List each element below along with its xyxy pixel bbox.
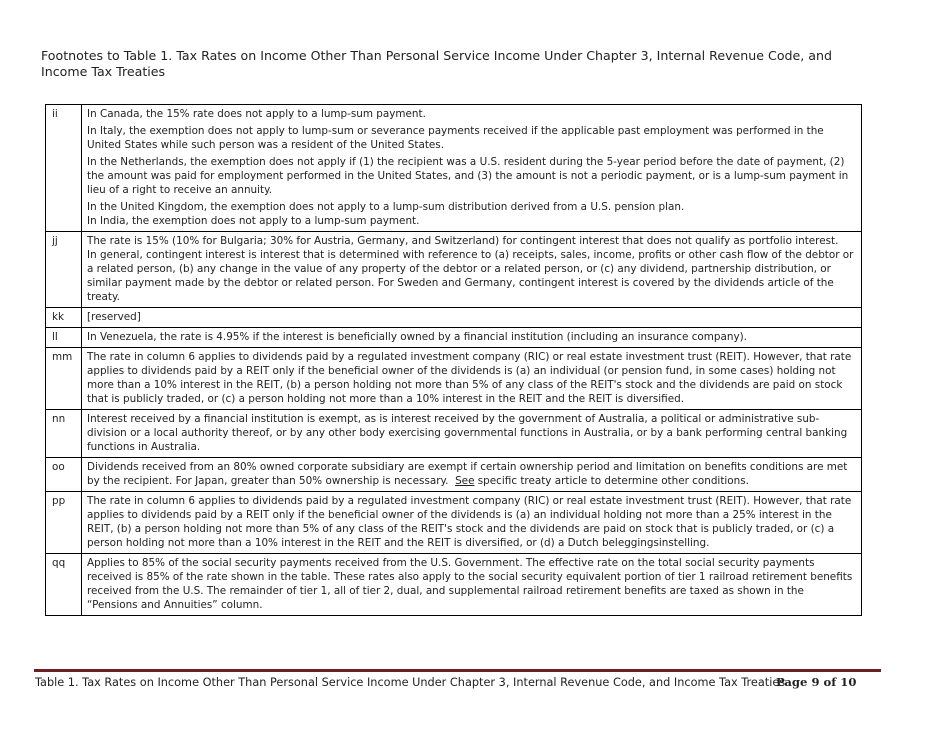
footnote-paragraph: In the Netherlands, the exemption does not apply if (1) the recipient was a U.S. resident during the 5-year period before the date of payment, (2) the amount was paid for employment performed in the United States, and (3) the amount is not a periodic payment, or is a lump-sum payment in lieu of a right to receive an annuity. bbox=[87, 156, 849, 196]
footnote-paragraph: In the United Kingdom, the exemption does not apply to a lump-sum distribution derived from a U.S. pension plan. bbox=[87, 201, 685, 213]
footnote-paragraph: In general, contingent interest is interest that is determined with reference to (a) receipts, sales, income, profits or other cash flow of the debtor or a related person, (b) any change in the value of any property of the debtor or a related person, or (c) any dividend, partnership distribution, or similar payment made by the debtor or related person. For Sweden and Germany, contingent interest is covered by the dividends article of the treaty. bbox=[87, 249, 854, 303]
footnote-paragraph: Applies to 85% of the social security payments received from the U.S. Government. The effective rate on the total social security payments received is 85% of the rate shown in the table. These rates also apply to the social security equivalent portion of tier 1 railroad retirement benefits received from the U.S. The remainder of tier 1, all of tier 2, dual, and supplemental railroad retirement benefits are taxed as shown in the “Pensions and Annuities” column. bbox=[87, 557, 853, 611]
footer-divider bbox=[34, 669, 881, 672]
footnote-paragraph: In India, the exemption does not apply to a lump-sum payment. bbox=[87, 215, 420, 227]
footnote-body bbox=[82, 328, 862, 348]
footnote-paragraph bbox=[87, 460, 856, 488]
footnote-paragraph: In Italy, the exemption does not apply to lump-sum or severance payments received if the applicable past employment was performed in the United States while such person was a resident of the United States. bbox=[87, 125, 824, 151]
footnote-key: ll bbox=[46, 328, 82, 348]
footnote-body bbox=[82, 554, 862, 616]
footnote-key: mm bbox=[46, 348, 82, 410]
footnote-key: pp bbox=[46, 492, 82, 554]
footnote-key: qq bbox=[46, 554, 82, 616]
footnote-body bbox=[82, 458, 862, 492]
footnote-row-ll bbox=[46, 328, 862, 348]
footer-table-title: Table 1. Tax Rates on Income Other Than Personal Service Income Under Chapter 3, Internal Revenue Code, and Income Tax Treaties bbox=[35, 676, 786, 689]
footnote-paragraph: [reserved] bbox=[87, 311, 141, 323]
footnote-row-kk bbox=[46, 308, 862, 328]
footnote-key: oo bbox=[46, 458, 82, 492]
footnote-row-nn bbox=[46, 410, 862, 458]
footnote-paragraph: The rate in column 6 applies to dividends paid by a regulated investment company (RIC) or real estate investment trust (REIT). However, that rate applies to dividends paid by a REIT only if the beneficial owner of the dividends is (a) an individual (or pension fund, in some cases) holding not more than a 10% interest in the REIT, (b) a person holding not more than 5% of any class of the REIT's stock and the dividends are paid on stock that is publicly traded, or (c) a person holding not more than a 10% interest in the REIT and the REIT is diversified. bbox=[87, 351, 852, 405]
see-reference: See bbox=[455, 475, 475, 487]
footnote-row-ii bbox=[46, 105, 862, 232]
footnote-paragraph: In Canada, the 15% rate does not apply to a lump-sum payment. bbox=[87, 108, 426, 120]
footnote-body bbox=[82, 308, 862, 328]
page-number: Page 9 of 10 bbox=[776, 675, 857, 689]
page-title: Footnotes to Table 1. Tax Rates on Income Other Than Personal Service Income Under Chapter 3, Internal Revenue Code, and Income Tax Treaties bbox=[41, 48, 832, 79]
footnote-key: jj bbox=[46, 232, 82, 308]
footnote-body bbox=[82, 492, 862, 554]
footnote-paragraph: The rate is 15% (10% for Bulgaria; 30% for Austria, Germany, and Switzerland) for contingent interest that does not qualify as portfolio interest. bbox=[87, 235, 839, 247]
footnote-text: Dividends received from an 80% owned corporate subsidiary are exempt if certain ownership period and limitation on benefits conditions are met by the recipient. For Japan, greater than 50% ownership is necessary. bbox=[87, 461, 851, 487]
footnote-paragraph: The rate in column 6 applies to dividends paid by a regulated investment company (RIC) or real estate investment trust (REIT). However, that rate applies to dividends paid by a REIT only if the beneficial owner of the dividends is (a) an individual holding not more than a 25% interest in the REIT, (b) a person holding not more than 5% of any class of the REIT's stock and the dividends are paid on stock that is publicly traded, or (c) a person holding not more than a 10% interest in the REIT and the REIT is diversified, or (d) a Dutch beleggingsinstelling. bbox=[87, 495, 852, 549]
footnote-row-pp bbox=[46, 492, 862, 554]
footnote-text: specific treaty article to determine other conditions. bbox=[474, 475, 749, 487]
footnote-paragraph: Interest received by a financial institution is exempt, as is interest received by the government of Australia, a political or administrative sub-division or a local authority thereof, or by any other body exercising governmental functions in Australia, or by a bank performing central banking functions in Australia. bbox=[87, 413, 848, 453]
footnote-body bbox=[82, 348, 862, 410]
footnote-body bbox=[82, 410, 862, 458]
footnote-body bbox=[82, 105, 862, 232]
footnote-key: nn bbox=[46, 410, 82, 458]
footnote-body bbox=[82, 232, 862, 308]
footnote-row-oo bbox=[46, 458, 862, 492]
footnote-key: kk bbox=[46, 308, 82, 328]
footnote-row-mm bbox=[46, 348, 862, 410]
footnotes-table bbox=[45, 104, 862, 616]
footnote-paragraph: In Venezuela, the rate is 4.95% if the interest is beneficially owned by a financial institution (including an insurance company). bbox=[87, 331, 747, 343]
footnote-key: ii bbox=[46, 105, 82, 232]
footnote-row-qq bbox=[46, 554, 862, 616]
footnote-row-jj bbox=[46, 232, 862, 308]
